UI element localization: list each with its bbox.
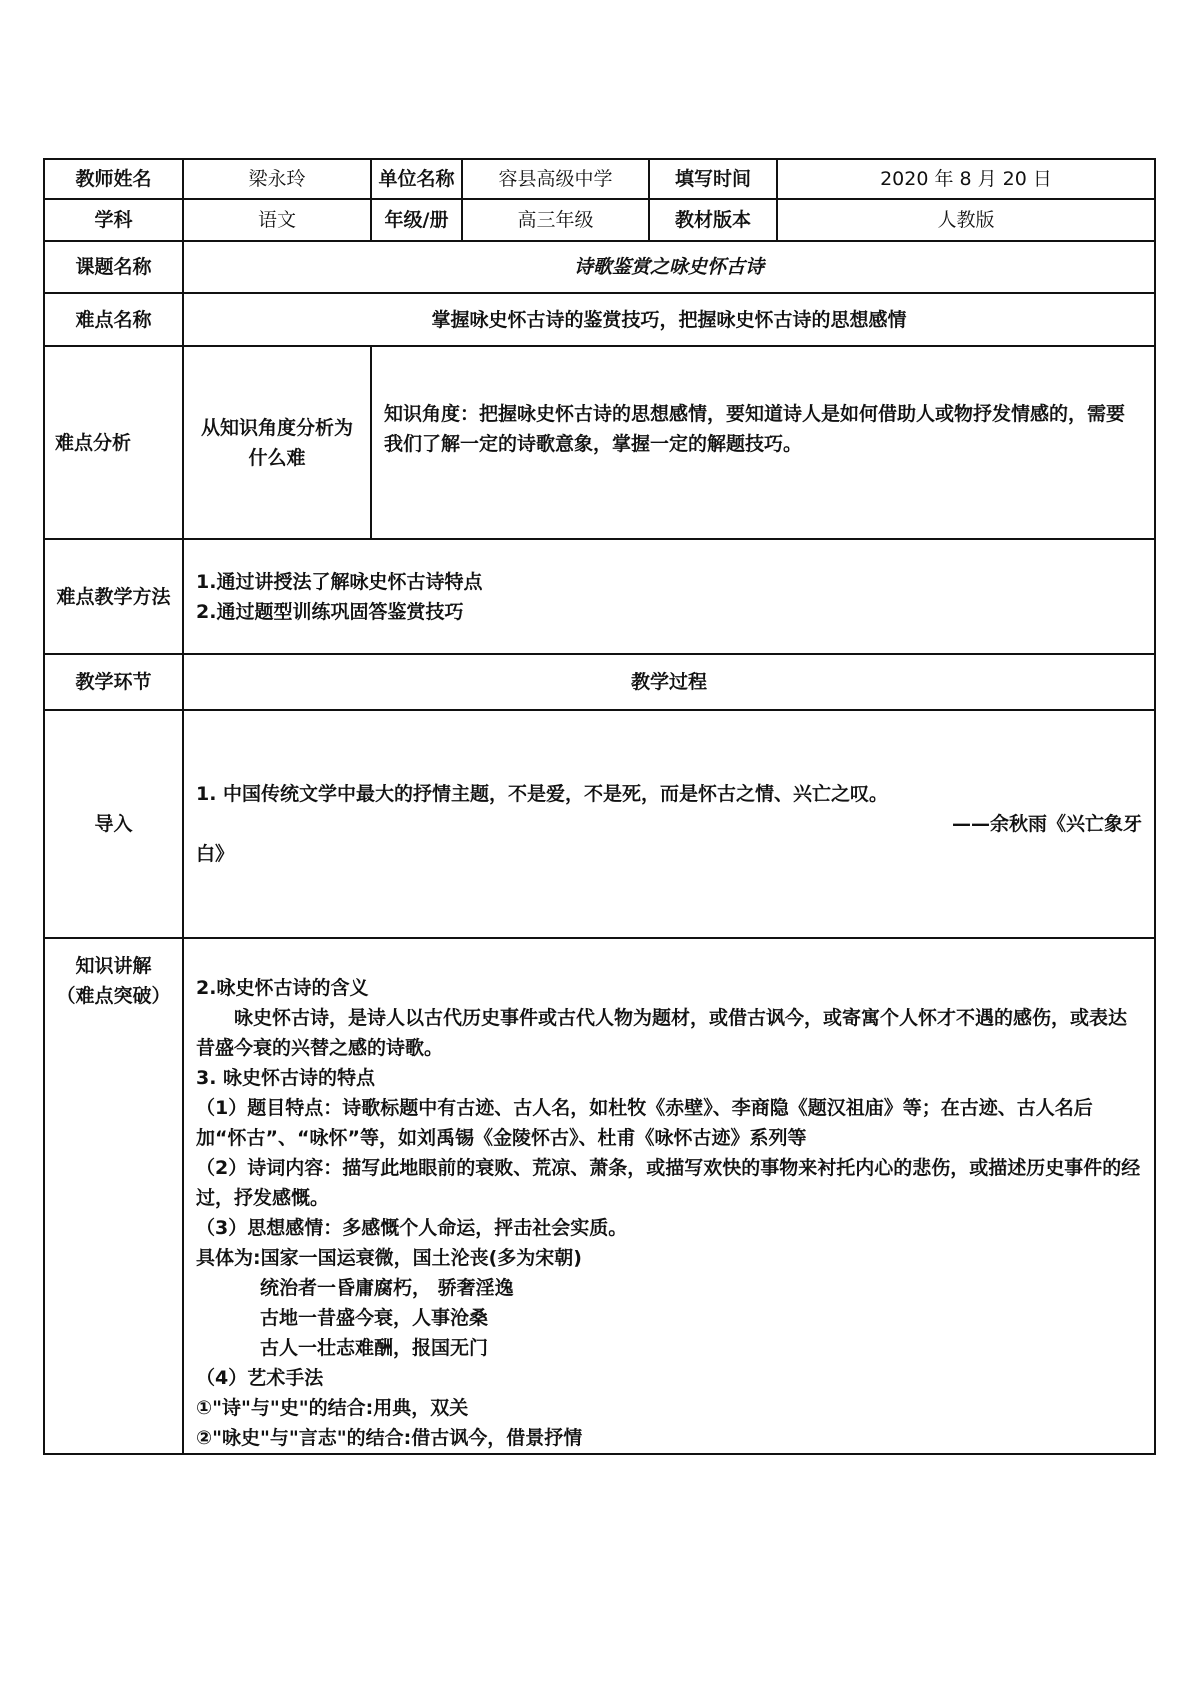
method-content [183,539,1155,654]
knowledge-line: 3. 咏史怀古诗的特点 [196,1067,376,1089]
subject-label: 学科 [44,199,183,241]
intro-source-end: 白》 [196,843,235,865]
analysis-why: 从知识角度分析为什么难 [183,346,371,539]
difficulty-label: 难点名称 [44,293,183,346]
grade-label: 年级/册 [371,199,462,241]
knowledge-line: （4）艺术手法 [196,1367,324,1389]
edition-value: 人教版 [777,199,1155,241]
knowledge-line: ②"咏史"与"言志"的结合:借古讽今，借景抒情 [196,1427,583,1449]
knowledge-line: 2.咏史怀古诗的含义 [196,977,369,999]
intro-source: ——余秋雨《兴亡象牙 [951,813,1142,835]
edition-label: 教材版本 [649,199,777,241]
teacher-name-value: 梁永玲 [183,159,371,199]
knowledge-line: 咏史怀古诗，是诗人以古代历史事件或古代人物为题材，或借古讽今，或寄寓个人怀才不遇的感伤，或表达昔盛今衰的兴替之感的诗歌。 [196,1007,1128,1059]
knowledge-line: （3）思想感情：多感慨个人命运，抨击社会实质。 [196,1217,628,1239]
knowledge-label [44,938,183,1454]
subject-value: 语文 [183,199,371,241]
topic-value: 诗歌鉴赏之咏史怀古诗 [183,241,1155,293]
intro-label: 导入 [44,710,183,938]
knowledge-line: 具体为:国家一国运衰微，国土沦丧(多为宋朝) [196,1247,582,1269]
analysis-detail: 知识角度：把握咏史怀古诗的思想感情，要知道诗人是如何借助人或物抒发情感的，需要我们了解一定的诗歌意象，掌握一定的解题技巧。 [371,346,1155,539]
teacher-name-label: 教师姓名 [44,159,183,199]
knowledge-line: 古人一壮志难酬，报国无门 [260,1337,489,1359]
method-item: 1.通过讲授法了解咏史怀古诗特点 [196,570,483,593]
knowledge-line: 古地一昔盛今衰，人事沧桑 [260,1307,489,1329]
knowledge-line: 统治者一昏庸腐朽， 骄奢淫逸 [260,1277,514,1299]
intro-quote: 1. 中国传统文学中最大的抒情主题，不是爱，不是死，而是怀古之情、兴亡之叹。 [196,783,889,805]
unit-value: 容县高级中学 [462,159,649,199]
intro-content [183,710,1155,938]
knowledge-content [183,938,1155,1454]
knowledge-line: ①"诗"与"史"的结合:用典，双关 [196,1397,469,1419]
date-label: 填写时间 [649,159,777,199]
difficulty-value: 掌握咏史怀古诗的鉴赏技巧，把握咏史怀古诗的思想感情 [183,293,1155,346]
knowledge-label-line: （难点突破） [56,985,171,1007]
grade-value: 高三年级 [462,199,649,241]
knowledge-label-line: 知识讲解 [75,955,152,977]
method-label: 难点教学方法 [44,539,183,654]
process-value: 教学过程 [183,654,1155,710]
date-value: 2020 年 8 月 20 日 [777,159,1155,199]
lesson-plan-table [43,158,1156,1455]
unit-label: 单位名称 [371,159,462,199]
method-item: 2.通过题型训练巩固答鉴赏技巧 [196,600,464,623]
analysis-label: 难点分析 [44,346,183,539]
process-label: 教学环节 [44,654,183,710]
knowledge-line: （2）诗词内容：描写此地眼前的衰败、荒凉、萧条，或描写欢快的事物来衬托内心的悲伤，或描述历史事件的经过，抒发感慨。 [196,1157,1141,1209]
topic-label: 课题名称 [44,241,183,293]
knowledge-line: （1）题目特点：诗歌标题中有古迹、古人名，如杜牧《赤壁》、李商隐《题汉祖庙》等；在古迹、古人名后加“怀古”、“咏怀”等，如刘禹锡《金陵怀古》、杜甫《咏怀古迹》系列等 [196,1097,1093,1149]
